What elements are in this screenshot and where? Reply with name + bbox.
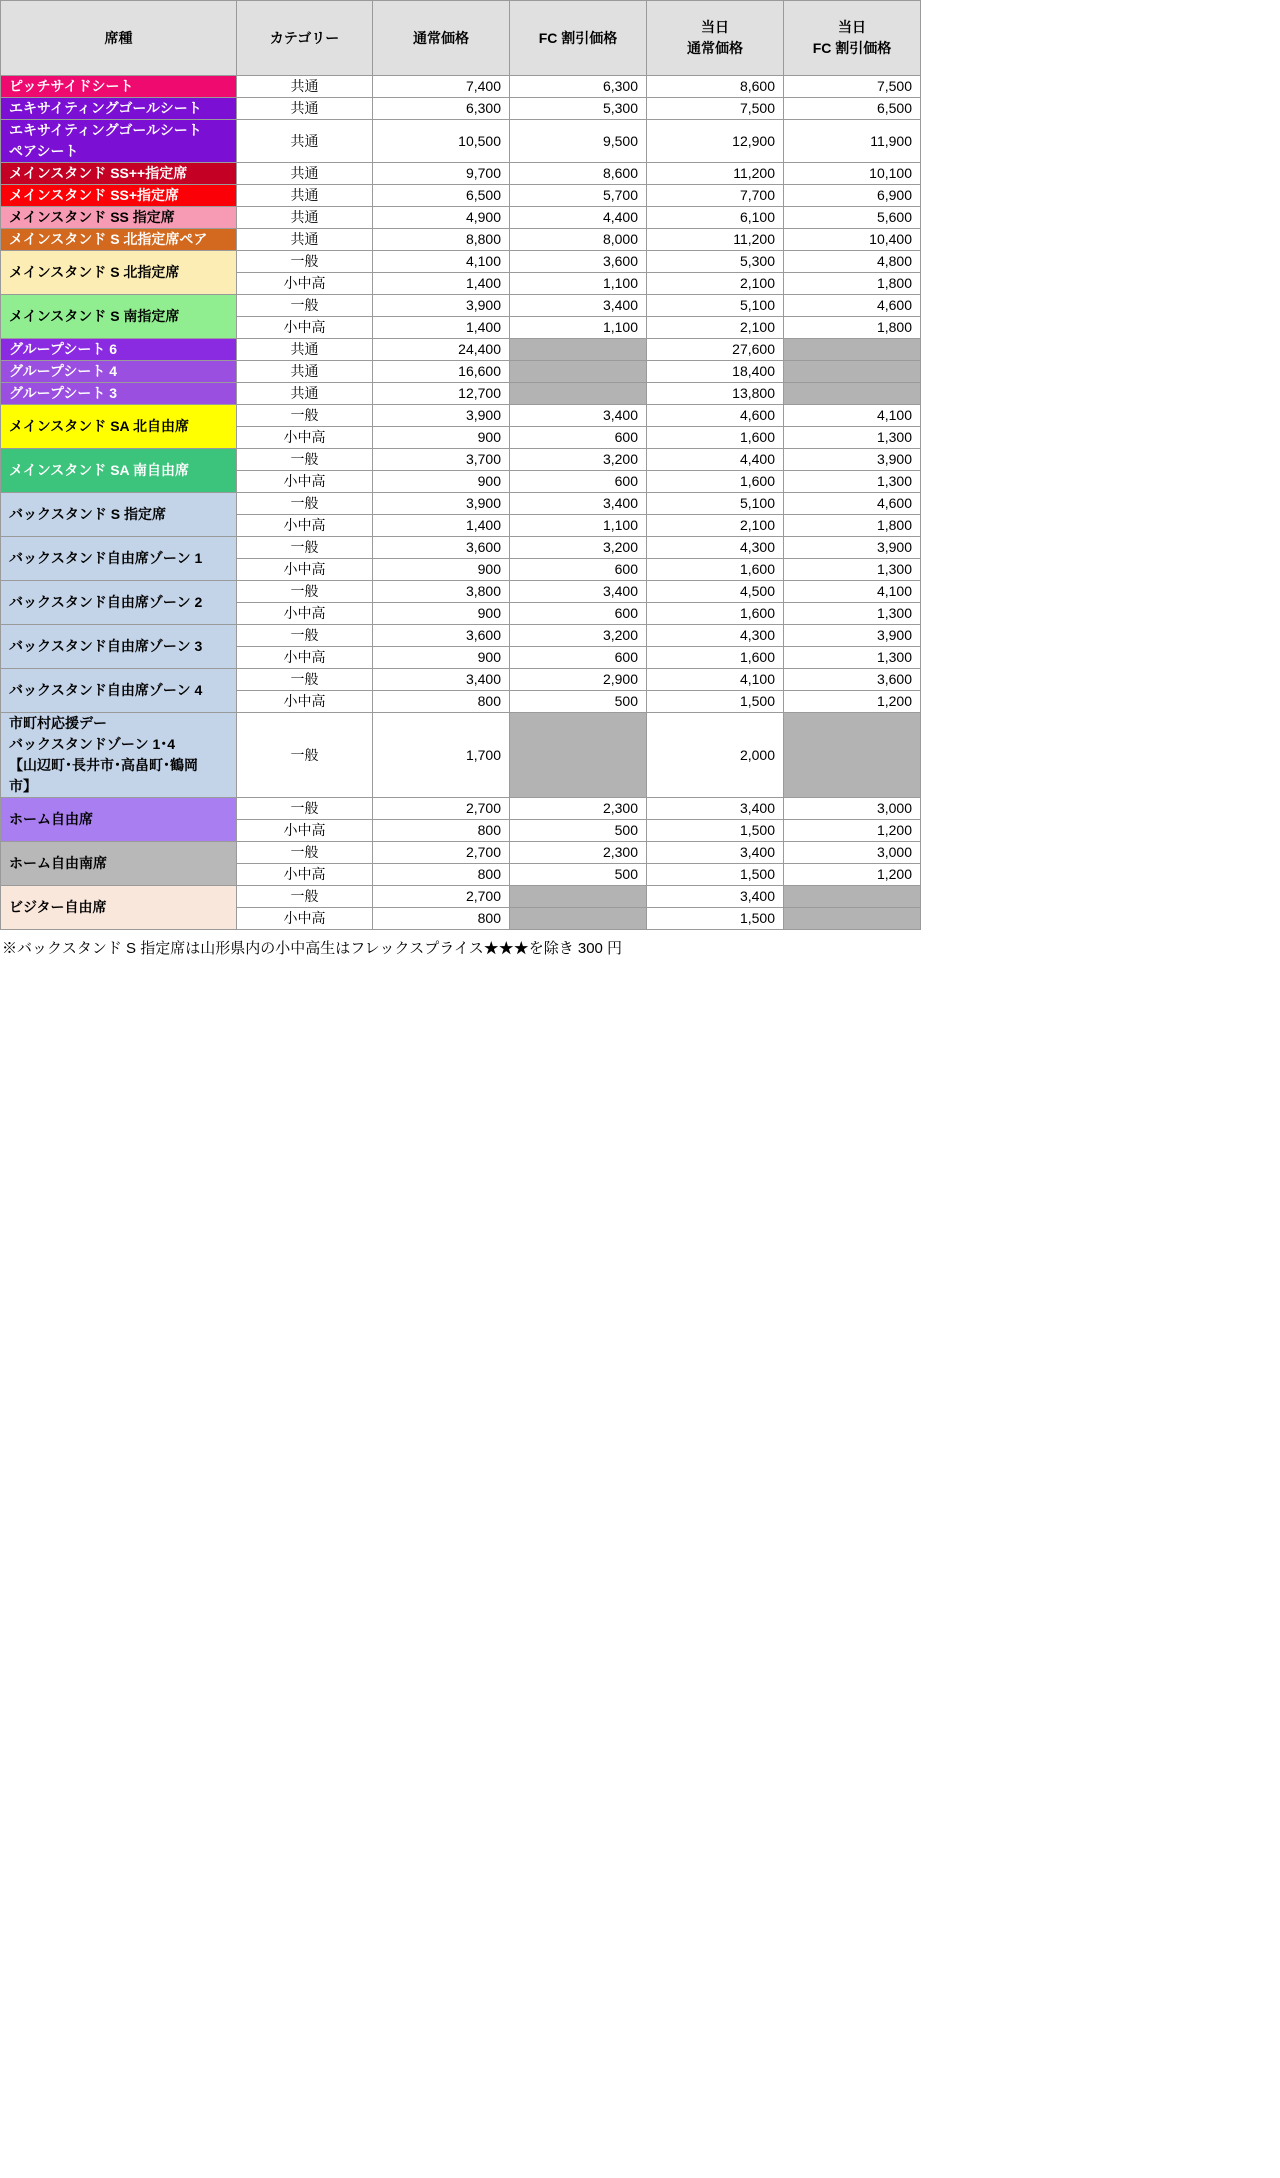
price-day-normal-cell: 11,200 [647,163,784,185]
price-fc-cell [510,886,647,908]
seat-type-line: メインスタンド SS+指定席 [9,187,180,203]
seat-type-cell [1,185,237,207]
price-day-fc-cell: 1,200 [784,820,921,842]
price-day-normal-cell: 1,600 [647,603,784,625]
seat-type-line: メインスタンド SA 南自由席 [9,462,190,478]
table-row [1,405,921,427]
category-cell: 共通 [237,76,373,98]
price-normal-cell: 3,900 [373,295,510,317]
price-day-fc-cell: 1,300 [784,427,921,449]
price-day-fc-cell: 1,300 [784,559,921,581]
price-fc-cell [510,713,647,798]
category-cell: 共通 [237,361,373,383]
price-day-normal-cell: 1,600 [647,471,784,493]
category-cell: 小中高 [237,864,373,886]
price-day-fc-cell: 1,300 [784,647,921,669]
price-day-normal-cell: 4,400 [647,449,784,471]
category-cell: 共通 [237,120,373,163]
price-fc-cell: 3,400 [510,493,647,515]
column-header-1: カテゴリー [237,1,373,76]
table-row [1,361,921,383]
price-day-normal-cell: 5,100 [647,493,784,515]
column-header-line: 当日 [701,19,729,35]
price-normal-cell: 2,700 [373,886,510,908]
seat-type-cell [1,449,237,493]
category-cell: 一般 [237,405,373,427]
price-fc-cell: 6,300 [510,76,647,98]
price-normal-cell: 3,800 [373,581,510,603]
table-row [1,120,921,163]
seat-type-line: グループシート 6 [9,341,117,357]
price-day-normal-cell: 27,600 [647,339,784,361]
price-fc-cell: 3,200 [510,625,647,647]
price-normal-cell: 4,900 [373,207,510,229]
table-row [1,798,921,820]
price-day-normal-cell: 2,100 [647,317,784,339]
seat-type-cell [1,295,237,339]
price-day-fc-cell [784,361,921,383]
seat-type-line: グループシート 3 [9,385,117,401]
price-normal-cell: 9,700 [373,163,510,185]
price-day-normal-cell: 11,200 [647,229,784,251]
price-day-fc-cell: 11,900 [784,120,921,163]
table-row [1,251,921,273]
price-normal-cell: 800 [373,864,510,886]
price-day-normal-cell: 1,500 [647,820,784,842]
seat-type-cell [1,798,237,842]
category-cell: 一般 [237,251,373,273]
category-cell: 共通 [237,383,373,405]
seat-type-cell [1,383,237,405]
price-fc-cell: 600 [510,603,647,625]
category-cell: 小中高 [237,559,373,581]
seat-type-line: バックスタンド自由席ゾーン 1 [9,550,203,566]
price-day-normal-cell: 3,400 [647,886,784,908]
price-day-fc-cell [784,339,921,361]
category-cell: 小中高 [237,471,373,493]
price-fc-cell: 5,300 [510,98,647,120]
table-row [1,339,921,361]
price-fc-cell [510,383,647,405]
price-day-normal-cell: 2,000 [647,713,784,798]
price-normal-cell: 3,700 [373,449,510,471]
price-normal-cell: 6,500 [373,185,510,207]
category-cell: 一般 [237,581,373,603]
seat-type-line: メインスタンド S 南指定席 [9,308,180,324]
price-day-fc-cell: 10,100 [784,163,921,185]
price-day-normal-cell: 1,500 [647,691,784,713]
price-fc-cell: 600 [510,559,647,581]
price-day-fc-cell: 1,200 [784,691,921,713]
header-row [1,1,921,76]
price-day-fc-cell: 6,900 [784,185,921,207]
seat-type-cell [1,886,237,930]
column-header-2: 通常価格 [373,1,510,76]
price-day-fc-cell: 4,600 [784,295,921,317]
table-row [1,76,921,98]
price-normal-cell: 7,400 [373,76,510,98]
seat-type-cell [1,339,237,361]
seat-type-line: バックスタンド自由席ゾーン 3 [9,638,203,654]
price-normal-cell: 800 [373,908,510,930]
table-row [1,383,921,405]
price-day-normal-cell: 8,600 [647,76,784,98]
price-fc-cell: 3,400 [510,581,647,603]
category-cell: 一般 [237,625,373,647]
price-day-normal-cell: 4,600 [647,405,784,427]
price-normal-cell: 3,600 [373,625,510,647]
seat-type-line: ホーム自由南席 [9,855,107,871]
column-header-line: 当日 [838,19,866,35]
table-row [1,229,921,251]
price-day-fc-cell: 4,600 [784,493,921,515]
price-normal-cell: 900 [373,427,510,449]
price-fc-cell: 5,700 [510,185,647,207]
price-day-fc-cell [784,908,921,930]
seat-type-cell [1,361,237,383]
seat-type-cell [1,842,237,886]
category-cell: 一般 [237,449,373,471]
seat-type-line: バックスタンド自由席ゾーン 4 [9,682,203,698]
price-day-normal-cell: 1,600 [647,647,784,669]
table-row [1,493,921,515]
category-cell: 一般 [237,537,373,559]
price-day-fc-cell: 1,300 [784,603,921,625]
seat-type-line: グループシート 4 [9,363,117,379]
price-table-sheet [0,0,1280,961]
category-cell: 一般 [237,713,373,798]
price-day-fc-cell: 3,900 [784,449,921,471]
price-day-normal-cell: 13,800 [647,383,784,405]
price-day-fc-cell: 4,800 [784,251,921,273]
price-fc-cell: 1,100 [510,317,647,339]
category-cell: 小中高 [237,273,373,295]
price-day-normal-cell: 1,500 [647,864,784,886]
seat-type-line: ピッチサイドシート [9,78,134,94]
table-row [1,713,921,798]
price-normal-cell: 24,400 [373,339,510,361]
category-cell: 小中高 [237,603,373,625]
price-day-normal-cell: 4,300 [647,537,784,559]
price-normal-cell: 6,300 [373,98,510,120]
price-fc-cell: 2,300 [510,842,647,864]
seat-type-line: メインスタンド SA 北自由席 [9,418,190,434]
price-normal-cell: 900 [373,559,510,581]
price-day-fc-cell: 5,600 [784,207,921,229]
price-day-fc-cell: 1,800 [784,273,921,295]
price-normal-cell: 1,400 [373,273,510,295]
category-cell: 小中高 [237,317,373,339]
category-cell: 一般 [237,493,373,515]
price-normal-cell: 900 [373,647,510,669]
category-cell: 小中高 [237,691,373,713]
price-normal-cell: 800 [373,820,510,842]
seat-type-line: 市】 [9,778,37,794]
price-fc-cell: 500 [510,820,647,842]
price-normal-cell: 900 [373,603,510,625]
category-cell: 一般 [237,669,373,691]
price-normal-cell: 1,400 [373,515,510,537]
price-normal-cell: 10,500 [373,120,510,163]
seat-type-cell [1,163,237,185]
seat-type-line: メインスタンド S 北指定席 [9,264,180,280]
table-row [1,625,921,647]
seat-type-line: バックスタンド自由席ゾーン 2 [9,594,203,610]
category-cell: 共通 [237,339,373,361]
seat-type-cell [1,120,237,163]
price-day-normal-cell: 5,300 [647,251,784,273]
seat-type-line: メインスタンド SS++指定席 [9,165,188,181]
price-day-fc-cell: 7,500 [784,76,921,98]
column-header-line: FC 割引価格 [812,40,892,56]
price-normal-cell: 8,800 [373,229,510,251]
price-day-normal-cell: 3,400 [647,842,784,864]
price-normal-cell: 4,100 [373,251,510,273]
price-fc-cell: 8,000 [510,229,647,251]
category-cell: 共通 [237,207,373,229]
seat-type-cell [1,251,237,295]
price-normal-cell: 3,900 [373,405,510,427]
price-day-normal-cell: 2,100 [647,515,784,537]
table-header [1,1,921,76]
table-row [1,185,921,207]
column-header-0: 席種 [1,1,237,76]
category-cell: 一般 [237,798,373,820]
price-fc-cell: 3,400 [510,405,647,427]
price-day-fc-cell: 3,000 [784,798,921,820]
price-day-normal-cell: 5,100 [647,295,784,317]
column-header-line: 通常価格 [687,40,743,56]
price-day-normal-cell: 6,100 [647,207,784,229]
price-fc-cell: 1,100 [510,515,647,537]
price-fc-cell [510,339,647,361]
column-header-3: FC 割引価格 [510,1,647,76]
price-normal-cell: 2,700 [373,798,510,820]
price-normal-cell: 3,600 [373,537,510,559]
ticket-price-table [0,0,921,930]
category-cell: 共通 [237,163,373,185]
price-fc-cell: 600 [510,427,647,449]
price-day-fc-cell: 3,600 [784,669,921,691]
price-normal-cell: 900 [373,471,510,493]
price-day-normal-cell: 4,300 [647,625,784,647]
price-day-fc-cell: 1,800 [784,317,921,339]
price-fc-cell: 9,500 [510,120,647,163]
price-fc-cell: 3,200 [510,449,647,471]
price-day-fc-cell: 3,000 [784,842,921,864]
price-day-normal-cell: 2,100 [647,273,784,295]
price-day-fc-cell: 3,900 [784,537,921,559]
table-row [1,163,921,185]
seat-type-cell [1,98,237,120]
price-fc-cell [510,908,647,930]
seat-type-cell [1,669,237,713]
price-fc-cell: 4,400 [510,207,647,229]
price-fc-cell: 500 [510,864,647,886]
price-day-normal-cell: 1,500 [647,908,784,930]
category-cell: 小中高 [237,820,373,842]
table-row [1,98,921,120]
seat-type-line: バックスタンドゾーン 1･4 [9,736,176,752]
table-body [1,76,921,930]
price-day-normal-cell: 4,100 [647,669,784,691]
price-day-fc-cell: 1,800 [784,515,921,537]
price-day-fc-cell [784,383,921,405]
price-normal-cell: 3,400 [373,669,510,691]
price-normal-cell: 3,900 [373,493,510,515]
price-fc-cell: 2,900 [510,669,647,691]
seat-type-line: メインスタンド SS 指定席 [9,209,175,225]
seat-type-cell [1,76,237,98]
table-row [1,669,921,691]
category-cell: 小中高 [237,427,373,449]
price-day-fc-cell: 1,300 [784,471,921,493]
seat-type-line: 【山辺町･長井市･高畠町･鶴岡 [9,757,198,773]
price-day-normal-cell: 1,600 [647,559,784,581]
price-normal-cell: 12,700 [373,383,510,405]
seat-type-line: エキサイティングゴールシート [9,100,202,116]
seat-type-cell [1,537,237,581]
price-day-fc-cell: 1,200 [784,864,921,886]
category-cell: 一般 [237,842,373,864]
seat-type-line: ペアシート [9,143,79,159]
table-row [1,842,921,864]
category-cell: 小中高 [237,647,373,669]
column-header-5 [784,1,921,76]
price-fc-cell: 3,600 [510,251,647,273]
price-day-fc-cell [784,886,921,908]
category-cell: 一般 [237,886,373,908]
price-normal-cell: 16,600 [373,361,510,383]
price-day-fc-cell: 6,500 [784,98,921,120]
seat-type-line: 市町村応援デー [9,715,107,731]
price-fc-cell: 600 [510,647,647,669]
table-row [1,886,921,908]
price-day-normal-cell: 7,500 [647,98,784,120]
seat-type-line: ホーム自由席 [9,811,93,827]
price-fc-cell [510,361,647,383]
price-day-normal-cell: 12,900 [647,120,784,163]
category-cell: 小中高 [237,908,373,930]
table-row [1,295,921,317]
category-cell: 一般 [237,295,373,317]
table-row [1,581,921,603]
seat-type-cell [1,207,237,229]
price-day-fc-cell: 4,100 [784,405,921,427]
price-fc-cell: 600 [510,471,647,493]
price-day-normal-cell: 1,600 [647,427,784,449]
price-day-fc-cell: 3,900 [784,625,921,647]
seat-type-line: ビジター自由席 [9,899,107,915]
price-fc-cell: 3,400 [510,295,647,317]
category-cell: 小中高 [237,515,373,537]
price-normal-cell: 1,400 [373,317,510,339]
category-cell: 共通 [237,98,373,120]
price-day-normal-cell: 18,400 [647,361,784,383]
price-day-normal-cell: 4,500 [647,581,784,603]
price-fc-cell: 3,200 [510,537,647,559]
seat-type-cell [1,493,237,537]
price-normal-cell: 1,700 [373,713,510,798]
category-cell: 共通 [237,229,373,251]
column-header-4 [647,1,784,76]
seat-type-line: メインスタンド S 北指定席ペア [9,231,208,247]
table-row [1,207,921,229]
price-normal-cell: 800 [373,691,510,713]
price-fc-cell: 8,600 [510,163,647,185]
seat-type-cell [1,229,237,251]
seat-type-cell [1,405,237,449]
footnote: ※バックスタンド S 指定席は山形県内の小中高生はフレックスプライス★★★を除き 300 円 [2,940,623,957]
seat-type-line: バックスタンド S 指定席 [9,506,166,522]
price-normal-cell: 2,700 [373,842,510,864]
seat-type-line: エキサイティングゴールシート [9,122,202,138]
price-fc-cell: 1,100 [510,273,647,295]
table-row [1,449,921,471]
seat-type-cell [1,581,237,625]
price-fc-cell: 2,300 [510,798,647,820]
price-day-fc-cell: 4,100 [784,581,921,603]
price-day-normal-cell: 3,400 [647,798,784,820]
table-row [1,537,921,559]
price-fc-cell: 500 [510,691,647,713]
seat-type-cell [1,713,237,798]
category-cell: 共通 [237,185,373,207]
price-day-normal-cell: 7,700 [647,185,784,207]
seat-type-cell [1,625,237,669]
price-day-fc-cell: 10,400 [784,229,921,251]
price-day-fc-cell [784,713,921,798]
